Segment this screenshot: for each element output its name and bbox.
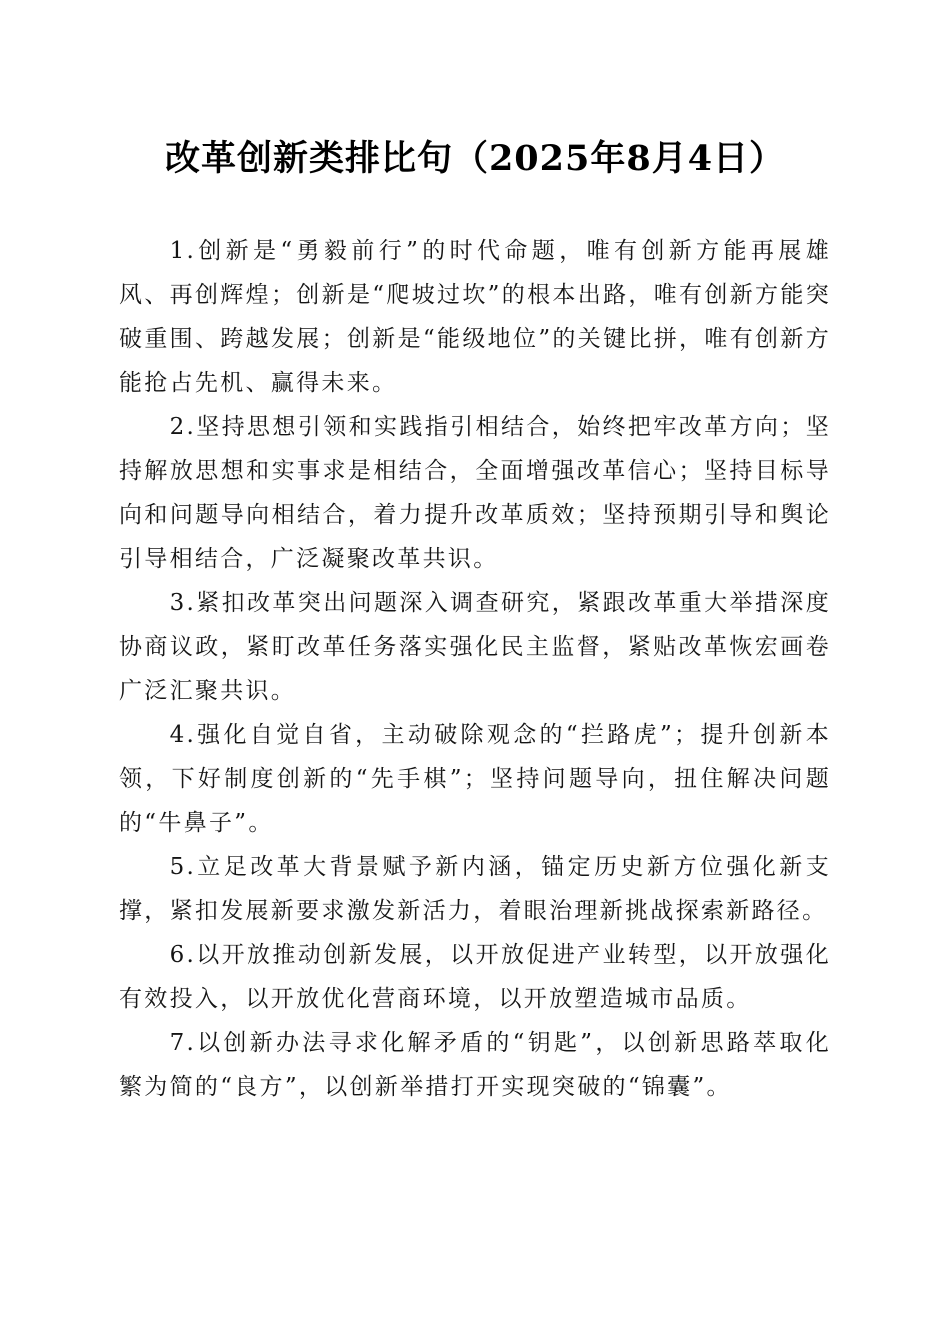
document-title: 改革创新类排比句（2025年8月4日） (164, 138, 786, 179)
paragraph-1: 1.创新是“勇毅前行”的时代命题，唯有创新方能再展雄风、再创辉煌；创新是“爬坡过坎”的根本出路，唯有创新方能突破重围、跨越发展；创新是“能级地位”的关键比拼，唯有创新方能抢占先机、赢得未来。 (119, 238, 831, 396)
paragraph-2: 2.坚持思想引领和实践指引相结合，始终把牢改革方向；坚持解放思想和实事求是相结合，全面增强改革信心；坚持目标导向和问题导向相结合，着力提升改革质效；坚持预期引导和舆论引导相结合，广泛凝聚改革共识。 (119, 414, 831, 572)
paragraph-5: 5.立足改革大背景赋予新内涵，锚定历史新方位强化新支撑，紧扣发展新要求激发新活力，着眼治理新挑战探索新路径。 (119, 854, 831, 924)
paragraph-6: 6.以开放推动创新发展，以开放促进产业转型，以开放强化有效投入，以开放优化营商环境，以开放塑造城市品质。 (119, 942, 831, 1012)
document-body (119, 229, 831, 1109)
paragraph-3: 3.紧扣改革突出问题深入调查研究，紧跟改革重大举措深度协商议政，紧盯改革任务落实强化民主监督，紧贴改革恢宏画卷广泛汇聚共识。 (119, 590, 831, 704)
paragraph-7: 7.以创新办法寻求化解矛盾的“钥匙”，以创新思路萃取化繁为简的“良方”，以创新举措打开实现突破的“锦囊”。 (119, 1030, 831, 1100)
paragraph-4: 4.强化自觉自省，主动破除观念的“拦路虎”；提升创新本领，下好制度创新的“先手棋”；坚持问题导向，扭住解决问题的“牛鼻子”。 (119, 722, 831, 836)
